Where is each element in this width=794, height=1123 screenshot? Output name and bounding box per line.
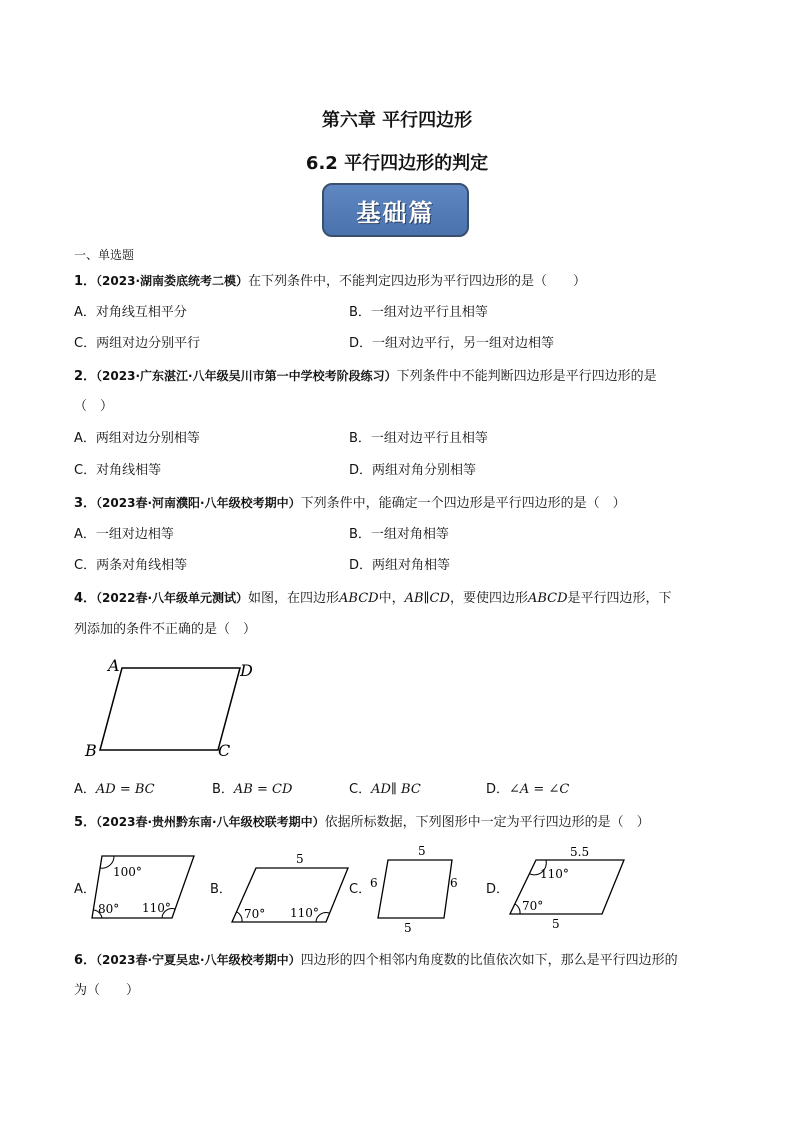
condition: AB∥CD xyxy=(404,591,450,606)
option-b[interactable] xyxy=(212,782,292,798)
option-a[interactable]: A．对角线互相平分 xyxy=(74,305,187,320)
question-stem-line2: （ ） xyxy=(74,399,114,414)
option-c[interactable]: C．对角线相等 xyxy=(74,463,162,478)
option-d[interactable]: D．两组对角分别相等 xyxy=(349,463,477,478)
angle-label: 110° xyxy=(290,906,319,920)
question-number: 5． xyxy=(74,815,97,830)
question-5 xyxy=(74,814,650,831)
angle-label: 100° xyxy=(113,865,142,879)
side-label: 6 xyxy=(370,876,378,890)
figure-c[interactable] xyxy=(368,842,462,934)
option-b-letter[interactable]: B． xyxy=(210,882,232,897)
figure-d[interactable] xyxy=(506,842,632,934)
question-number: 6． xyxy=(74,953,97,968)
option-a[interactable] xyxy=(74,782,155,798)
question-number: 4． xyxy=(74,591,97,606)
vertex-label-d: D xyxy=(240,661,253,680)
vertex-label-b: B xyxy=(85,741,97,760)
question-stem-line2: 列添加的条件不正确的是（ ） xyxy=(74,622,257,637)
option-a[interactable]: A．一组对边相等 xyxy=(74,527,174,542)
question-1 xyxy=(74,273,586,290)
option-letter: D． xyxy=(486,782,510,797)
option-a[interactable]: A．两组对边分别相等 xyxy=(74,431,200,446)
question-stem: 是平行四边形，下 xyxy=(567,591,672,606)
figure-b[interactable] xyxy=(228,850,352,924)
question-source: （2023·广东湛江·八年级吴川市第一中学校考阶段练习） xyxy=(96,369,397,383)
question-number: 3． xyxy=(74,496,97,511)
option-a-letter[interactable]: A． xyxy=(74,882,96,897)
option-c-letter[interactable]: C． xyxy=(349,882,372,897)
angle-arc xyxy=(515,904,520,914)
chapter-title: 第六章 平行四边形 xyxy=(321,110,473,131)
option-text: AB = CD xyxy=(233,782,293,797)
question-stem: 中， xyxy=(378,591,405,606)
badge-label: 基础篇 xyxy=(356,197,435,227)
question-stem: 如图，在四边形 xyxy=(248,591,340,606)
vertex-label-a: A xyxy=(108,656,120,675)
question-number: 1． xyxy=(74,274,97,289)
vertex-label-c: C xyxy=(218,741,231,760)
figure-c-shape xyxy=(378,860,452,918)
option-letter: A． xyxy=(74,782,96,797)
side-label: 5 xyxy=(296,852,304,866)
question-stem: 依据所标数据，下列图形中一定为平行四边形的是（ ） xyxy=(324,815,650,830)
side-label: 5 xyxy=(552,917,560,931)
angle-label: 70° xyxy=(244,907,266,921)
angle-label: 70° xyxy=(522,899,544,913)
side-label: 5 xyxy=(418,844,426,858)
option-c[interactable] xyxy=(349,782,421,798)
option-d[interactable]: D．一组对边平行，另一组对边相等 xyxy=(349,336,555,351)
side-label: 5 xyxy=(404,921,412,934)
parallelogram-shape xyxy=(100,668,240,750)
option-d[interactable] xyxy=(486,782,569,798)
angle-arc xyxy=(237,912,242,922)
question-source: （2022春·八年级单元测试） xyxy=(96,591,249,605)
side-label: 5.5 xyxy=(570,845,590,859)
question-stem: ，要使四边形 xyxy=(449,591,528,606)
part-heading: 一、单选题 xyxy=(74,248,135,262)
option-text: ∠A = ∠C xyxy=(509,782,570,797)
question-stem: 下列条件中，能确定一个四边形是平行四边形的是（ ） xyxy=(300,496,626,511)
question-source: （2023春·宁夏吴忠·八年级校考期中） xyxy=(96,953,301,967)
figure-a[interactable] xyxy=(88,850,200,924)
angle-label: 110° xyxy=(142,901,171,915)
question-stem: 下列条件中不能判断四边形是平行四边形的是 xyxy=(396,369,657,384)
option-b[interactable]: B．一组对边平行且相等 xyxy=(349,431,488,446)
option-c[interactable]: C．两条对角线相等 xyxy=(74,558,188,573)
option-letter: B． xyxy=(212,782,234,797)
question-4 xyxy=(74,590,672,607)
question-6 xyxy=(74,952,678,969)
angle-label: 110° xyxy=(540,867,569,881)
level-badge xyxy=(322,183,469,237)
quad-name: ABCD xyxy=(527,591,568,606)
option-letter: C． xyxy=(349,782,372,797)
angle-label: 80° xyxy=(98,902,120,916)
option-c[interactable]: C．两组对边分别平行 xyxy=(74,336,201,351)
option-d-letter[interactable]: D． xyxy=(486,882,510,897)
question-source: （2023·湖南娄底统考二模） xyxy=(96,274,249,288)
question-stem: 在下列条件中，不能判定四边形为平行四边形的是（ ） xyxy=(248,274,587,289)
side-label: 6 xyxy=(450,876,458,890)
question-2 xyxy=(74,368,657,385)
section-title: 6.2 平行四边形的判定 xyxy=(305,153,489,174)
question-3 xyxy=(74,495,626,512)
question-source: （2023春·贵州黔东南·八年级校联考期中） xyxy=(96,815,325,829)
question-stem-line2: 为（ ） xyxy=(74,983,140,998)
option-d[interactable]: D．两组对角相等 xyxy=(349,558,451,573)
question-source: （2023春·河南濮阳·八年级校考期中） xyxy=(96,496,301,510)
option-b[interactable]: B．一组对边平行且相等 xyxy=(349,305,488,320)
parallelogram-figure xyxy=(80,655,280,767)
option-text: AD∥ BC xyxy=(371,782,421,797)
question-stem: 四边形的四个相邻内角度数的比值依次如下，那么是平行四边形的 xyxy=(300,953,678,968)
option-text: AD = BC xyxy=(95,782,155,797)
question-number: 2． xyxy=(74,369,97,384)
quad-name: ABCD xyxy=(339,591,379,606)
option-b[interactable]: B．一组对角相等 xyxy=(349,527,449,542)
